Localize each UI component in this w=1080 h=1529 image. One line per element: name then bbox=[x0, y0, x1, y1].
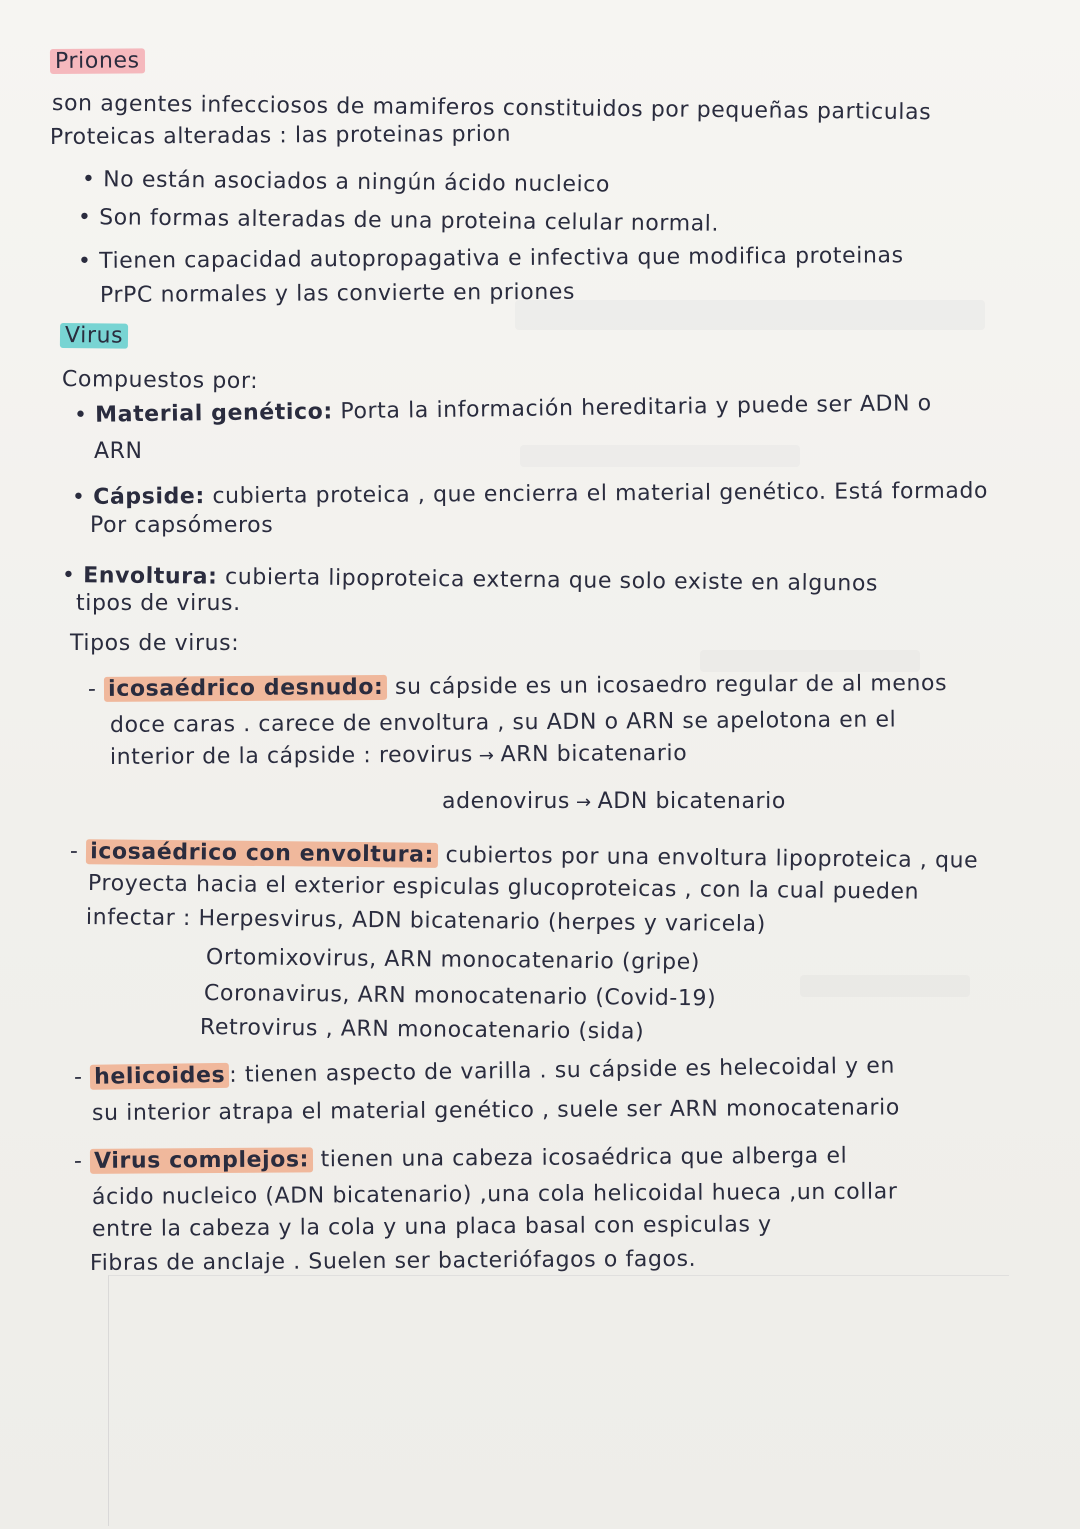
section-title-priones: Priones bbox=[50, 47, 145, 76]
priones-bullet-3-cont: PrPC normales y las convierte en priones bbox=[99, 279, 576, 308]
bleed-through-mark bbox=[520, 445, 800, 467]
helicoides-item: - helicoides : tienen aspecto de varilla . su cápside es helecoidal y en bbox=[73, 1053, 896, 1090]
priones-bullet-2: • Son formas alteradas de una proteina celular normal. bbox=[77, 205, 720, 237]
priones-bullet-3: • Tienen capacidad autopropagativa e infectiva que modifica proteinas bbox=[77, 243, 904, 274]
helicoides-line-2: su interior atrapa el material genético , suele ser ARN monocatenario bbox=[91, 1095, 901, 1126]
virus-complejos-item: - Virus complejos: tienen una cabeza icosaédrica que alberga el bbox=[73, 1143, 848, 1174]
envoltura-item: • Envoltura: cubierta lipoproteica externa que solo existe en algunos bbox=[61, 563, 879, 597]
priones-bullet-1: • No están asociados a ningún ácido nucleico bbox=[81, 167, 611, 198]
tipos-de-virus-label: Tipos de virus: bbox=[70, 631, 240, 656]
bleed-through-mark bbox=[515, 300, 985, 330]
icosaedrico-envoltura-line-3: infectar : Herpesvirus, ADN bicatenario (herpes y varicela) bbox=[85, 905, 766, 938]
material-genetico-item: • Material genético: Porta la información hereditaria y puede ser ADN o bbox=[73, 391, 932, 428]
material-genetico-cont: ARN bbox=[94, 439, 143, 464]
icosaedrico-desnudo-line-3: interior de la cápside : reovirus → ARN bicatenario bbox=[109, 740, 688, 770]
blank-area bbox=[108, 1275, 1009, 1526]
virus-complejos-line-4: Fibras de anclaje . Suelen ser bacteriófagos o fagos. bbox=[89, 1246, 697, 1276]
icosaedrico-envoltura-line-6: Retrovirus , ARN monocatenario (sida) bbox=[199, 1015, 645, 1045]
icosaedrico-desnudo-line-4: adenovirus → ADN bicatenario bbox=[442, 789, 786, 814]
capside-item: • Cápside: cubierta proteica , que encierra el material genético. Está formado bbox=[71, 478, 989, 510]
icosaedrico-envoltura-line-5: Coronavirus, ARN monocatenario (Covid-19) bbox=[203, 981, 717, 1012]
priones-intro-line-1: son agentes infecciosos de mamiferos constituidos por pequeñas particulas bbox=[51, 91, 932, 126]
capside-cont: Por capsómeros bbox=[90, 513, 274, 538]
bleed-through-mark bbox=[700, 650, 920, 672]
icosaedrico-envoltura-line-4: Ortomixovirus, ARN monocatenario (gripe) bbox=[205, 945, 701, 976]
icosaedrico-desnudo-item: - icosaédrico desnudo: su cápside es un icosaedro regular de al menos bbox=[87, 671, 948, 702]
section-title-virus: Virus bbox=[60, 322, 128, 351]
bleed-through-mark bbox=[800, 975, 970, 997]
priones-intro-line-2: Proteicas alteradas : las proteinas prion bbox=[49, 121, 512, 150]
icosaedrico-envoltura-item: - icosaédrico con envoltura: cubiertos por una envoltura lipoproteica , que bbox=[69, 839, 979, 874]
compuestos-label: Compuestos por: bbox=[61, 367, 259, 395]
virus-complejos-line-2: ácido nucleico (ADN bicatenario) ,una cola helicoidal hueca ,un collar bbox=[91, 1179, 898, 1210]
icosaedrico-desnudo-line-2: doce caras . carece de envoltura , su ADN o ARN se apelotona en el bbox=[109, 707, 897, 738]
virus-complejos-line-3: entre la cabeza y la cola y una placa basal con espiculas y bbox=[91, 1212, 772, 1242]
envoltura-cont: tipos de virus. bbox=[76, 591, 241, 616]
icosaedrico-envoltura-line-2: Proyecta hacia el exterior espiculas glucoproteicas , con la cual pueden bbox=[87, 871, 920, 905]
